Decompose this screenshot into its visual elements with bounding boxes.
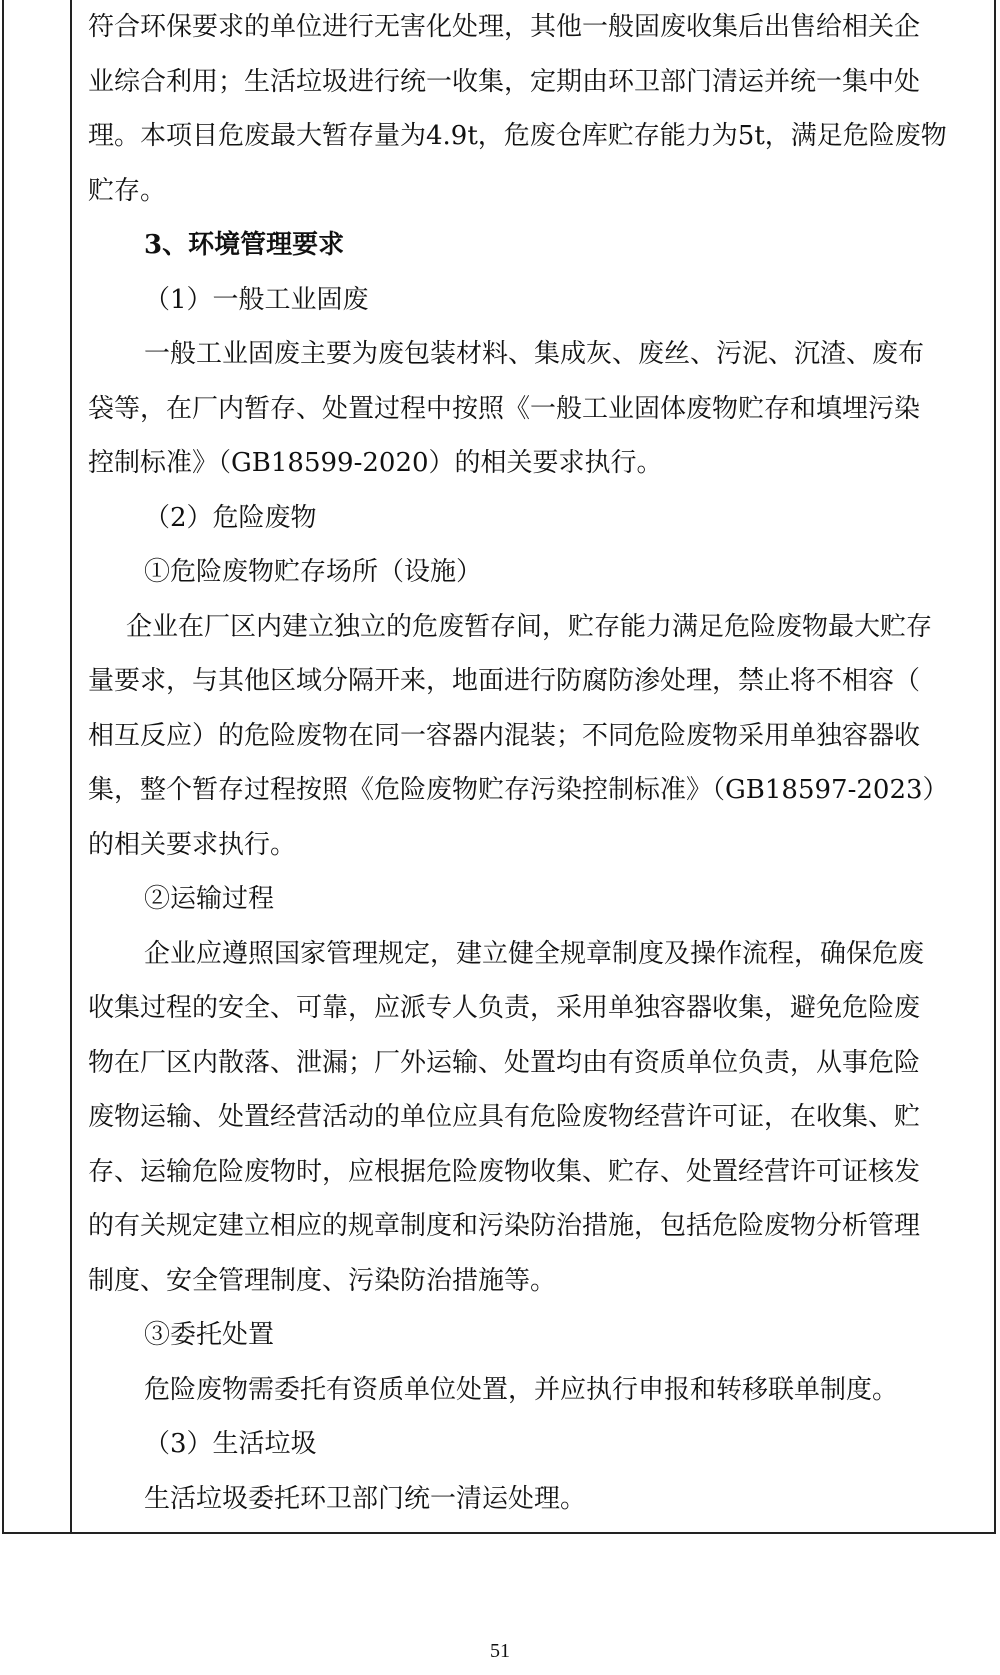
text-line: 废物运输、处置经营活动的单位应具有危险废物经营许可证，在收集、贮	[88, 1102, 921, 1132]
text-line: 制度、安全管理制度、污染防治措施等。	[88, 1265, 557, 1296]
section-heading: 3、环境管理要求	[144, 230, 345, 260]
text-line: 企业在厂区内建立独立的危废暂存间，贮存能力满足危险废物最大贮存	[126, 611, 933, 642]
text-line: ①危险废物贮存场所（设施）	[144, 557, 483, 587]
text-line: 生活垃圾委托环卫部门统一清运处理。	[144, 1483, 587, 1514]
text-line: 符合环保要求的单位进行无害化处理，其他一般固废收集后出售给相关企	[88, 12, 921, 42]
text-line: 理。本项目危废最大暂存量为4.9t，危废仓库贮存能力为5t，满足危险废物	[88, 121, 947, 151]
text-line: 收集过程的安全、可靠，应派专人负责，采用单独容器收集，避免危险废	[88, 993, 921, 1023]
text-line: 物在厂区内散落、泄漏；厂外运输、处置均由有资质单位负责，从事危险	[88, 1047, 921, 1078]
table-left-column	[4, 0, 72, 1532]
text-line: （3）生活垃圾	[144, 1429, 317, 1459]
text-line: 袋等，在厂内暂存、处置过程中按照《一般工业固体废物贮存和填埋污染	[88, 393, 921, 424]
text-line: 存、运输危险废物时，应根据危险废物收集、贮存、处置经营许可证核发	[88, 1156, 921, 1187]
page-number: 51	[490, 1640, 510, 1662]
text-line: ②运输过程	[144, 884, 275, 914]
text-line: 危险废物需委托有资质单位处置，并应执行申报和转移联单制度。	[144, 1374, 899, 1405]
text-line: 企业应遵照国家管理规定，建立健全规章制度及操作流程，确保危废	[144, 938, 925, 969]
text-line: ③委托处置	[144, 1320, 275, 1350]
text-line: 控制标准》（GB18599-2020）的相关要求执行。	[88, 448, 663, 478]
text-line: （2）危险废物	[144, 502, 317, 533]
text-line: 集，整个暂存过程按照《危险废物贮存污染控制标准》（GB18597-2023）	[88, 775, 949, 805]
text-line: 贮存。	[88, 175, 167, 206]
text-line: 量要求，与其他区域分隔开来，地面进行防腐防渗处理，禁止将不相容（	[88, 666, 921, 696]
text-line: 的相关要求执行。	[88, 829, 297, 860]
text-line: 一般工业固废主要为废包装材料、集成灰、废丝、污泥、沉渣、废布	[144, 339, 925, 369]
text-line: 的有关规定建立相应的规章制度和污染防治措施，包括危险废物分析管理	[88, 1211, 921, 1241]
text-line: 业综合利用；生活垃圾进行统一收集，定期由环卫部门清运并统一集中处	[88, 66, 921, 97]
text-line: 相互反应）的危险废物在同一容器内混装；不同危险废物采用单独容器收	[88, 720, 921, 751]
table-content-cell	[88, 0, 988, 1526]
text-line: （1）一般工业固废	[144, 284, 369, 315]
document-table	[2, 0, 996, 1534]
